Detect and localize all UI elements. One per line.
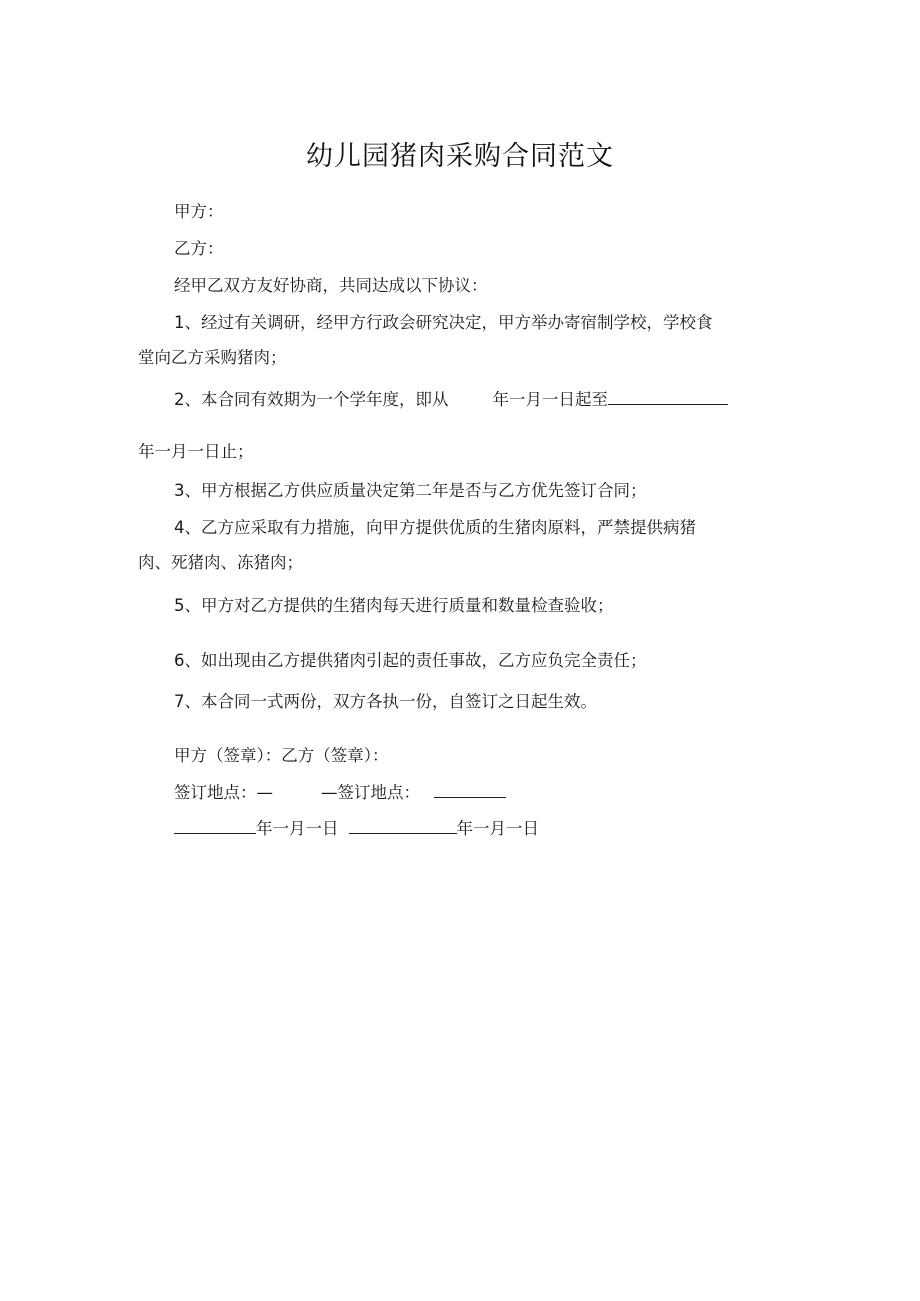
- document-title: 幼儿园猪肉采购合同范文: [306, 141, 614, 172]
- place-b-blank: [434, 782, 506, 798]
- clause-2-text-start: 2、本合同有效期为一个学年度，即从: [174, 390, 449, 409]
- end-year-blank: [608, 389, 728, 405]
- signing-date-a: 年一月一日: [256, 819, 339, 838]
- date-b-year-blank: [349, 818, 457, 834]
- signing-date-line: [174, 818, 539, 840]
- clause-4-line-1: 4、乙方应采取有力措施，向甲方提供优质的生猪肉原料，严禁提供病猪: [174, 518, 696, 537]
- party-a-label: 甲方：: [174, 202, 224, 221]
- clause-7: 7、本合同一式两份，双方各执一份，自签订之日起生效。: [174, 692, 597, 711]
- date-a-year-blank: [174, 818, 256, 834]
- clause-5: 5、甲方对乙方提供的生猪肉每天进行质量和数量检查验收；: [174, 596, 614, 615]
- party-b-label: 乙方：: [174, 239, 224, 258]
- clause-2-text-mid: 年一月一日起至: [492, 390, 608, 409]
- signing-place-a: 签订地点：—: [174, 783, 273, 802]
- clause-2-line-2: 年一月一日止；: [138, 442, 254, 461]
- clause-1-line-2: 堂向乙方采购猪肉；: [138, 348, 287, 367]
- clause-6: 6、如出现由乙方提供猪肉引起的责任事故，乙方应负完全责任；: [174, 651, 647, 670]
- signing-place-b: —签订地点：: [321, 783, 420, 802]
- clause-3: 3、甲方根据乙方供应质量决定第二年是否与乙方优先签订合同；: [174, 481, 647, 500]
- signing-place-line: [174, 782, 506, 804]
- signing-date-b: 年一月一日: [456, 819, 539, 838]
- intro-paragraph: 经甲乙双方友好协商，共同达成以下协议：: [174, 276, 488, 295]
- clause-2-line-1: [174, 389, 728, 411]
- clause-4-line-2: 肉、死猪肉、冻猪肉；: [138, 553, 303, 572]
- clause-1-line-1: 1、经过有关调研，经甲方行政会研究决定，甲方举办寄宿制学校，学校食: [174, 313, 713, 332]
- signature-line: 甲方（签章）：乙方（签章）：: [174, 746, 389, 765]
